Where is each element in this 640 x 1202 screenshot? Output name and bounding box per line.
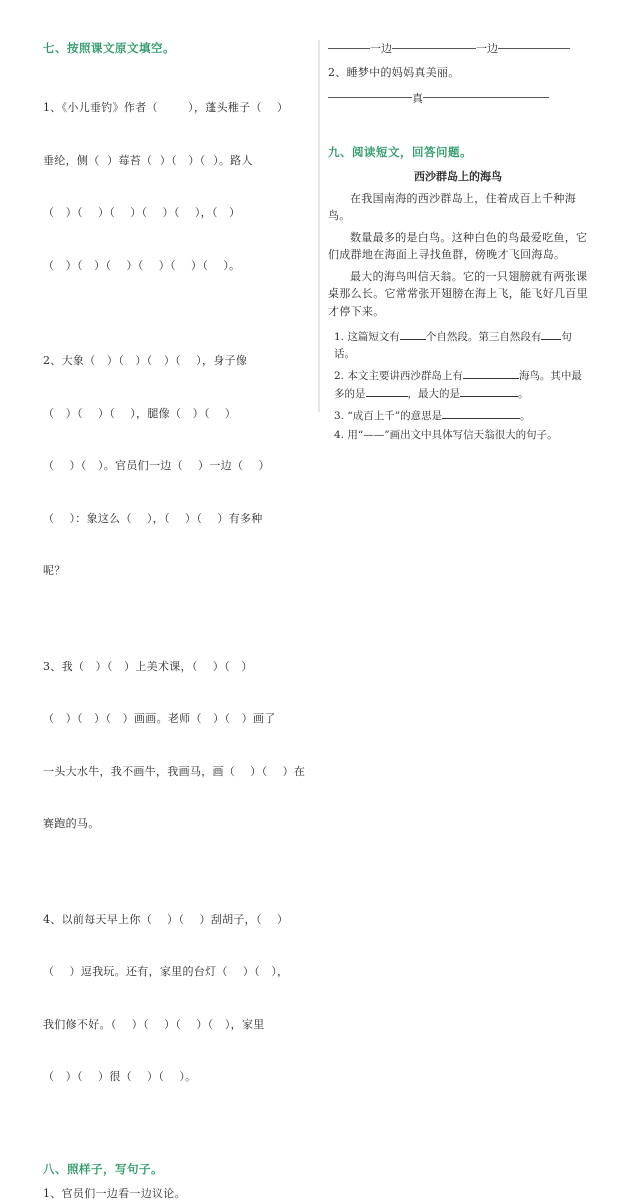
column-divider xyxy=(318,40,320,412)
article-paragraph: 数量最多的是白鸟。这种白色的鸟最爱吃鱼，它们成群地在海面上寻找鱼群，傍晚才飞回海岛。 xyxy=(328,229,588,264)
q7-1-line: （ ）（ ）（ ）（ ）（ ）（ ）。 xyxy=(43,257,308,275)
answer-blank[interactable] xyxy=(463,367,519,379)
q7-1-line: 垂纶，侧（ ）莓苔（ ）（ ）（ ）。路人 xyxy=(43,152,308,170)
question-7-4 xyxy=(43,876,308,1121)
q7-2-line: （ ）：象这么（ ），（ ）（ ）有多种 xyxy=(43,510,308,528)
section-9-heading: 九、阅读短文，回答问题。 xyxy=(328,144,588,160)
q7-1-line: （ ）（ ）（ ）（ ）（ ），（ ） xyxy=(43,204,308,222)
answer-line-8-1[interactable] xyxy=(328,40,588,56)
q-text: 多的是 xyxy=(334,388,366,400)
q7-1-line: 1、《小儿垂钓》作者（ ），蓬头稚子（ ） xyxy=(43,99,308,117)
question-7-1 xyxy=(43,64,308,309)
left-column xyxy=(43,40,308,1202)
question-8-2: 2、睡梦中的妈妈真美丽。 xyxy=(328,64,588,82)
question-9-4: 4. 用“——”画出文中具体写信天翁很大的句子。 xyxy=(328,427,588,444)
q-text: 个自然段。第三自然段有 xyxy=(426,331,542,343)
question-8-1: 1、官员们一边看一边议论。 xyxy=(43,1185,308,1202)
q-text: 。 xyxy=(518,388,529,400)
q7-4-line: （ ）（ ）很（ ）（ ）。 xyxy=(43,1068,308,1086)
q7-4-line: （ ）逗我玩。还有，家里的台灯（ ）（ ）， xyxy=(43,963,308,981)
question-9-1 xyxy=(328,328,588,363)
q7-3-line: 一头大水牛，我不画牛，我画马，画（ ）（ ）在 xyxy=(43,763,308,781)
q-text: 2. 本文主要讲西沙群岛上有 xyxy=(334,370,463,382)
answer-blank[interactable] xyxy=(460,385,518,397)
fill-word: 真 xyxy=(412,90,423,106)
q-text: 句话。 xyxy=(334,331,572,360)
article-paragraph: 在我国南海的西沙群岛上，住着成百上千种海鸟。 xyxy=(328,190,588,225)
answer-blank[interactable] xyxy=(366,385,408,397)
answer-blank[interactable] xyxy=(400,328,426,340)
q7-2-line: （ ）（ ）。官员们一边（ ）一边（ ） xyxy=(43,457,308,475)
answer-blank[interactable] xyxy=(541,328,561,340)
q7-3-line: （ ）（ ）（ ）画画。老师（ ）（ ）画了 xyxy=(43,710,308,728)
fill-word: 一边 xyxy=(370,40,392,56)
q7-2-line: 呢？ xyxy=(43,562,308,580)
q7-2-line: 2、大象（ ）（ ）（ ）（ ），身子像 xyxy=(43,352,308,370)
fill-word: 一边 xyxy=(476,40,498,56)
q-text: 1. 这篇短文有 xyxy=(334,331,400,343)
q7-4-line: 我们修不好。（ ）（ ）（ ）（ ），家里 xyxy=(43,1016,308,1034)
answer-line-8-2[interactable] xyxy=(328,90,588,106)
q7-3-line: 赛跑的马。 xyxy=(43,815,308,833)
article-title: 西沙群岛上的海鸟 xyxy=(328,168,588,186)
question-7-3 xyxy=(43,623,308,868)
section-8-heading: 八、照样子，写句子。 xyxy=(43,1161,308,1177)
q7-4-line: 4、以前每天早上你（ ）（ ）刮胡子，（ ） xyxy=(43,911,308,929)
right-column xyxy=(328,40,588,444)
question-9-3 xyxy=(328,407,588,425)
worksheet-page xyxy=(0,0,640,453)
q-text: 海鸟。其中最 xyxy=(519,370,582,382)
q-text: ，最大的是 xyxy=(408,388,461,400)
q-text: 3. “成百上千”的意思是 xyxy=(334,410,442,422)
q-text: 。 xyxy=(520,410,531,422)
q7-2-line: （ ）（ ）（ ），腿像（ ）（ ） xyxy=(43,405,308,423)
section-7-heading: 七、按照课文原文填空。 xyxy=(43,40,308,56)
question-9-2 xyxy=(328,367,588,403)
article-paragraph: 最大的海鸟叫信天翁。它的一只翅膀就有两张课桌那么长。它常常张开翅膀在海上飞，能飞好几百里才停下来。 xyxy=(328,268,588,321)
answer-blank[interactable] xyxy=(442,407,520,419)
q7-3-line: 3、我（ ）（ ）上美术课，（ ）（ ） xyxy=(43,658,308,676)
question-7-2 xyxy=(43,317,308,615)
